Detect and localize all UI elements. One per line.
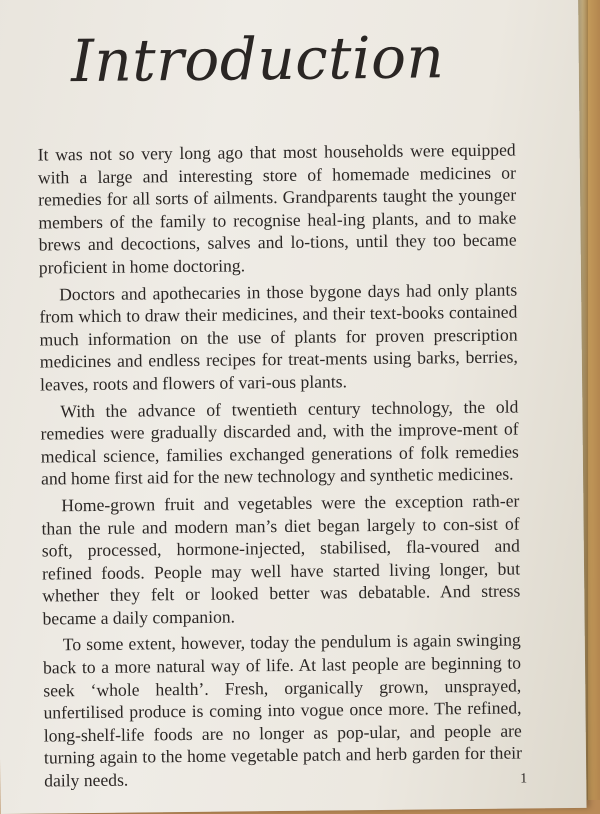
body-text bbox=[38, 139, 523, 797]
paragraph-5: To some extent, however, today the pendulum is again swinging back to a more natural way of life. At last people are beginning to seek ‘whole health’. Fresh, organically grown, unsprayed, unfertilised produce is coming into vogue once more. The refined, long-shelf-life foods are no longer as pop-ular, and people are turning again to the home vegetable patch and herb garden for their daily needs. bbox=[42, 629, 523, 791]
paragraph-2: Doctors and apothecaries in those bygone days had only plants from which to draw their medicines, and their text-books contained much information on the use of plants for proven prescription medicines and endless recipes for treat-ments using barks, berries, leaves, roots and flowers of vari-ous plants. bbox=[39, 279, 518, 395]
page-title: Introduction bbox=[70, 23, 445, 96]
page-number: 1 bbox=[520, 771, 528, 787]
paragraph-4: Home-grown fruit and vegetables were the exception rath-er than the rule and modern man’s diet began largely to con-sist of soft, processed, hormone-injected, stabilised, fla-voured and refined foods. People may well have started living longer, but whether they felt or looked better was debatable. And stress became a daily companion. bbox=[41, 490, 521, 629]
paragraph-1: It was not so very long ago that most households were equipped with a large and interesting store of homemade medicines or remedies for all sorts of ailments. Grandparents taught the younger members of the family to recognise heal-ing plants, and to make brews and decoctions, salves and lo-tions, until they too became proficient in home doctoring. bbox=[37, 139, 517, 278]
paragraph-3: With the advance of twentieth century technology, the old remedies were gradually discarded and, with the improve-ment of medical science, families exchanged generations of folk remedies and home first aid for the new technology and synthetic medicines. bbox=[40, 396, 519, 489]
